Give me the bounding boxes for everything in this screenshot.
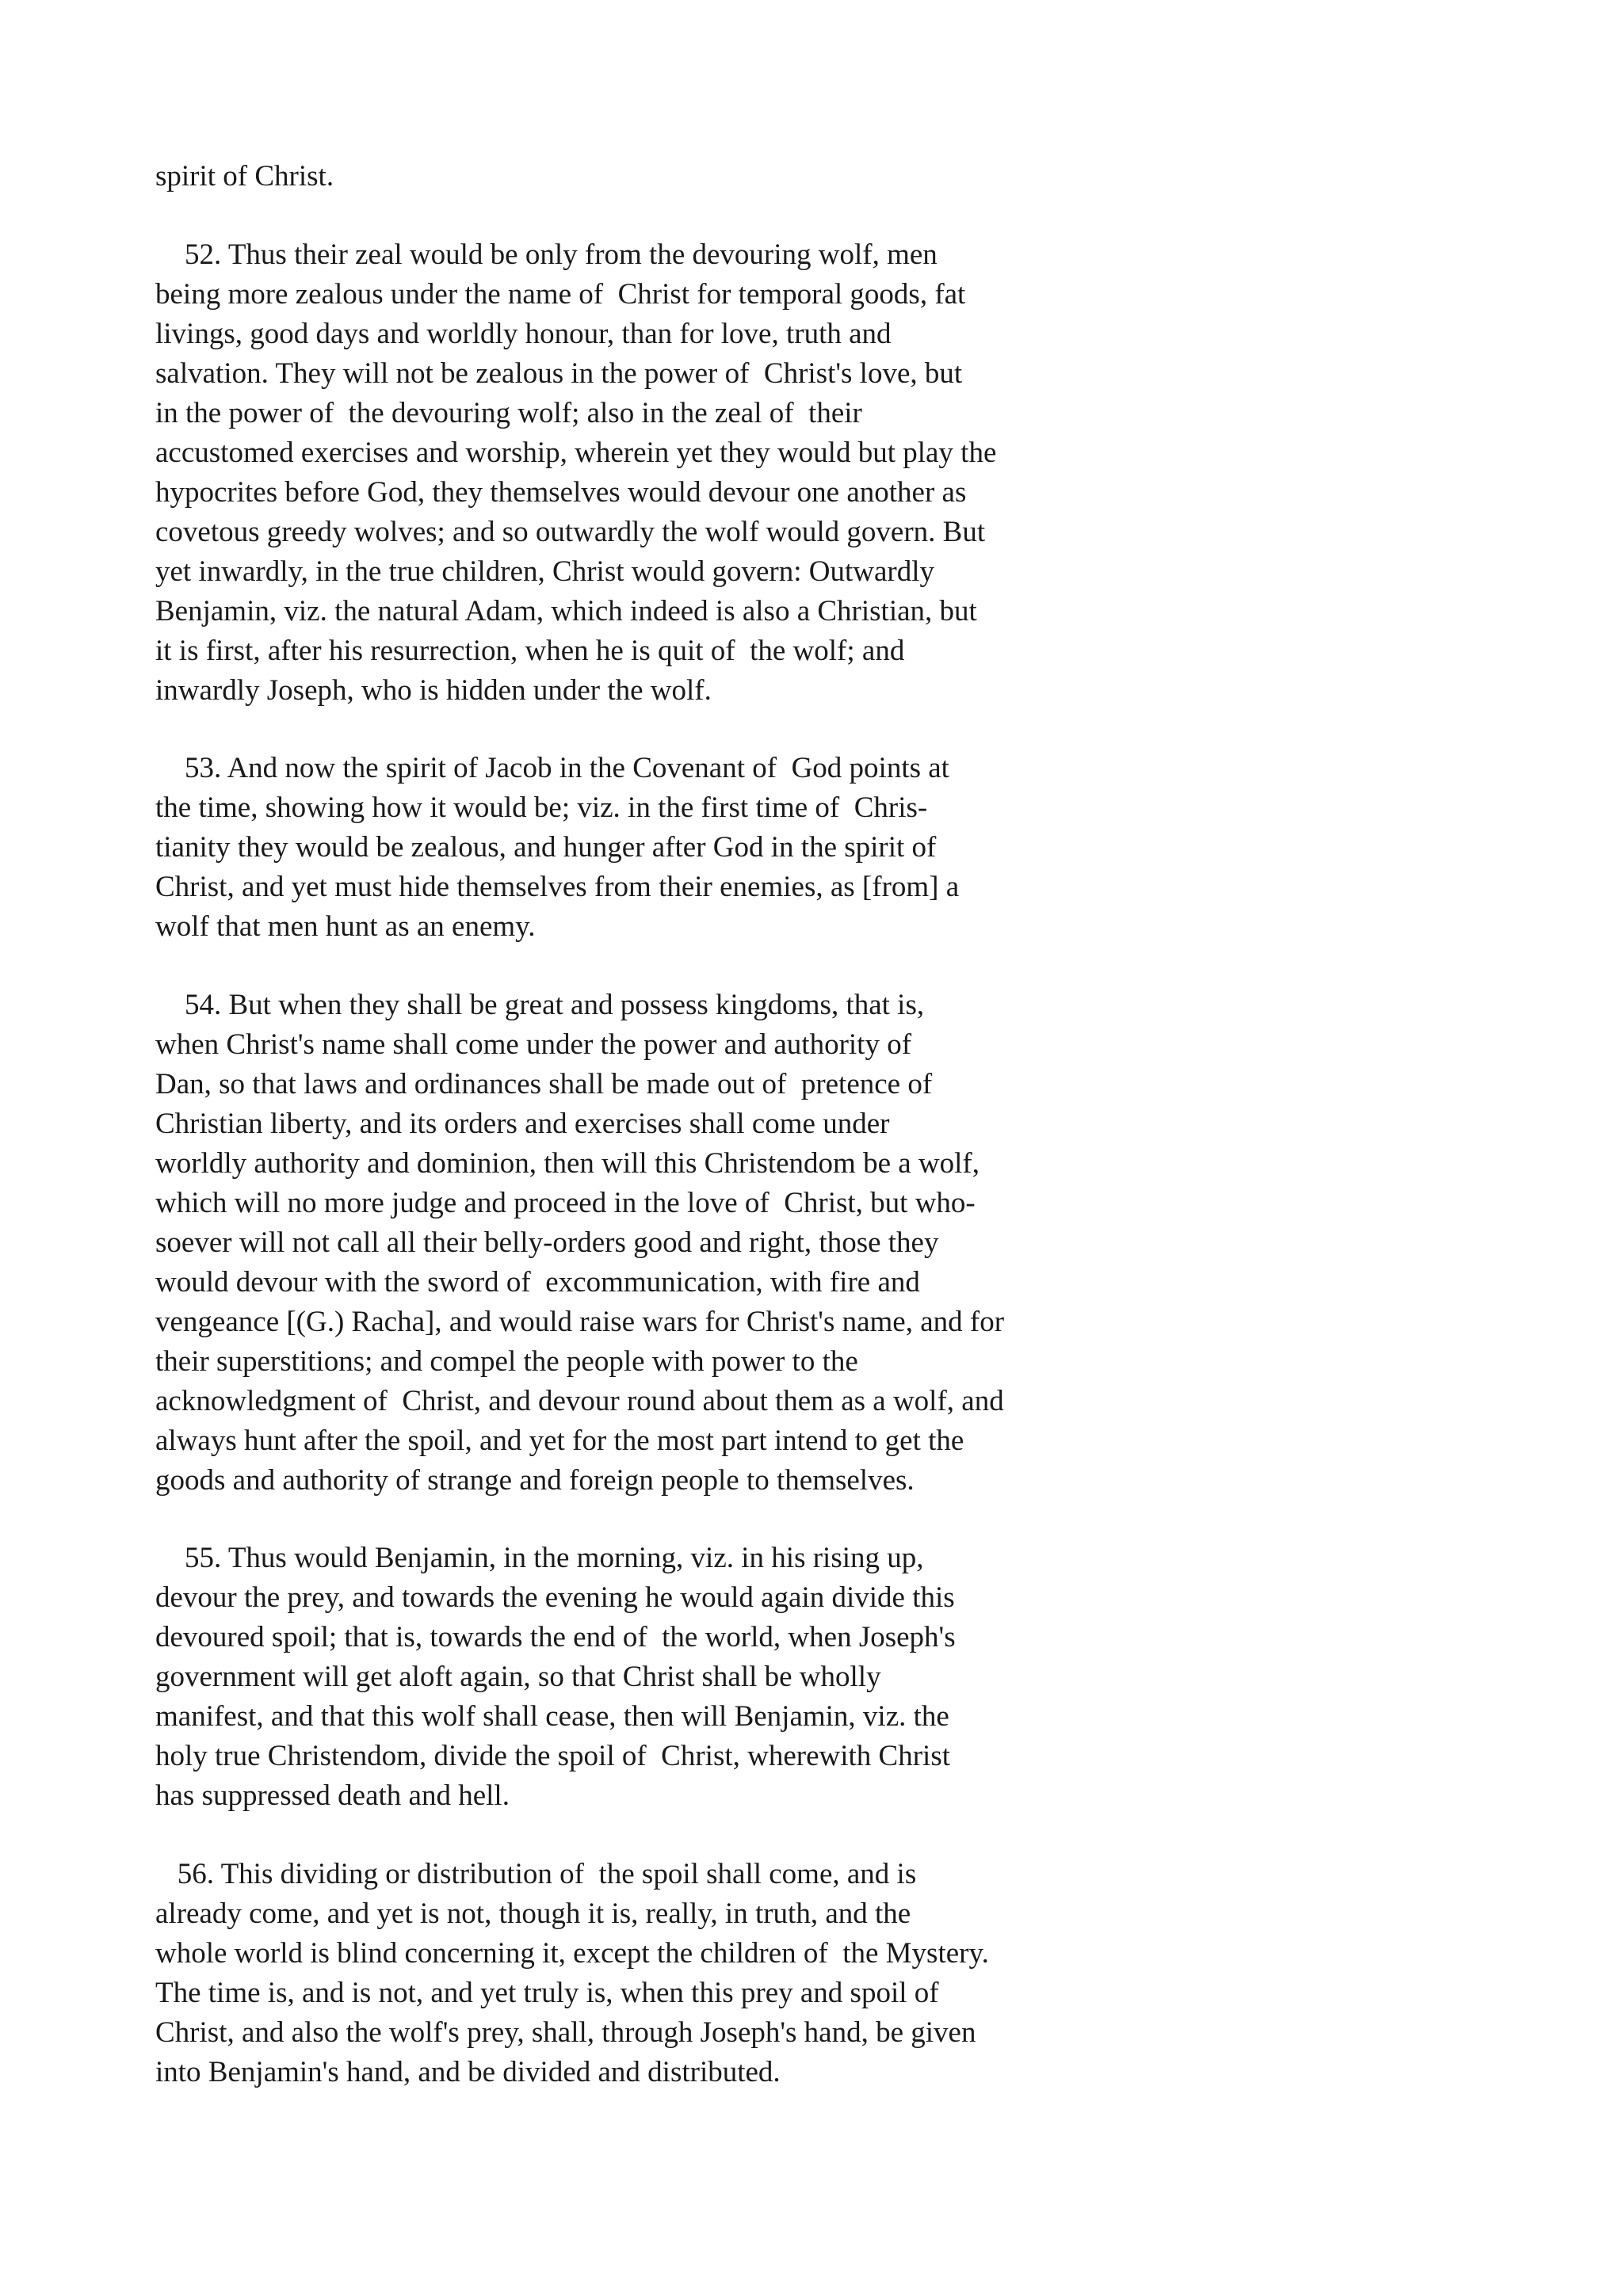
text-line: holy true Christendom, divide the spoil of Christ, wherewith Christ — [155, 1740, 951, 1772]
text-line: Christ, and also the wolf's prey, shall, through Joseph's hand, be given — [155, 2016, 976, 2049]
paragraph — [155, 986, 1154, 1501]
text-line: acknowledgment of Christ, and devour round about them as a wolf, and — [155, 1384, 1004, 1417]
paragraph — [155, 749, 1154, 947]
page-body-text — [155, 157, 1154, 2130]
text-line: Dan, so that laws and ordinances shall be made out of pretence of — [155, 1067, 933, 1100]
text-line: worldly authority and dominion, then will this Christendom be a wolf, — [155, 1146, 980, 1180]
text-line: livings, good days and worldly honour, than for love, truth and — [155, 317, 892, 350]
paragraph — [155, 1855, 1154, 2092]
text-line: The time is, and is not, and yet truly is, when this prey and spoil of — [155, 1976, 939, 2009]
text-line: 53. And now the spirit of Jacob in the Covenant of God points at — [155, 752, 949, 784]
text-line: 52. Thus their zeal would be only from the devouring wolf, men — [155, 238, 938, 271]
text-line: tianity they would be zealous, and hunger after God in the spirit of — [155, 831, 937, 864]
text-line: it is first, after his resurrection, when he is quit of the wolf; and — [155, 634, 905, 667]
text-line: 55. Thus would Benjamin, in the morning, viz. in his rising up, — [155, 1542, 924, 1574]
text-line: inwardly Joseph, who is hidden under the wolf. — [155, 673, 712, 707]
text-line: when Christ's name shall come under the power and authority of — [155, 1028, 912, 1061]
text-line: has suppressed death and hell. — [155, 1779, 510, 1812]
text-line: Christian liberty, and its orders and exercises shall come under — [155, 1107, 890, 1140]
text-line: devour the prey, and towards the evening he would again divide this — [155, 1581, 955, 1614]
text-line: Christ, and yet must hide themselves from their enemies, as [from] a — [155, 871, 960, 903]
text-line: whole world is blind concerning it, except the children of the Mystery. — [155, 1936, 989, 1970]
text-line: which will no more judge and proceed in the love of Christ, but who- — [155, 1186, 976, 1219]
text-line: would devour with the sword of excommunication, with fire and — [155, 1265, 920, 1299]
text-line: into Benjamin's hand, and be divided and distributed. — [155, 2055, 781, 2088]
paragraph — [155, 235, 1154, 711]
paragraph — [155, 157, 1154, 196]
text-line: yet inwardly, in the true children, Christ would govern: Outwardly — [155, 555, 935, 588]
text-line: covetous greedy wolves; and so outwardly the wolf would govern. But — [155, 515, 986, 548]
text-line: salvation. They will not be zealous in the power of Christ's love, but — [155, 357, 963, 390]
text-line: goods and authority of strange and foreign people to themselves. — [155, 1463, 915, 1497]
paragraph — [155, 1539, 1154, 1816]
text-line: always hunt after the spoil, and yet for the most part intend to get the — [155, 1424, 964, 1457]
text-line: Benjamin, viz. the natural Adam, which indeed is also a Christian, but — [155, 594, 977, 627]
text-line: devoured spoil; that is, towards the end of the world, when Joseph's — [155, 1621, 956, 1653]
text-line: government will get aloft again, so that Christ shall be wholly — [155, 1661, 881, 1693]
text-line: soever will not call all their belly-orders good and right, those they — [155, 1226, 939, 1259]
text-line: wolf that men hunt as an enemy. — [155, 910, 536, 943]
text-line: being more zealous under the name of Christ for temporal goods, fat — [155, 277, 966, 311]
text-line: already come, and yet is not, though it is, really, in truth, and the — [155, 1897, 911, 1930]
text-line: vengeance [(G.) Racha], and would raise wars for Christ's name, and for — [155, 1305, 1005, 1338]
text-line: 56. This dividing or distribution of the spoil shall come, and is — [155, 1857, 917, 1890]
text-line: the time, showing how it would be; viz. in the first time of Chris- — [155, 791, 928, 824]
text-line: in the power of the devouring wolf; also in the zeal of their — [155, 396, 862, 429]
text-line: accustomed exercises and worship, wherein yet they would but play the — [155, 436, 997, 469]
text-line: their superstitions; and compel the people with power to the — [155, 1344, 858, 1378]
text-line: 54. But when they shall be great and possess kingdoms, that is, — [155, 988, 925, 1021]
text-line: manifest, and that this wolf shall cease, then will Benjamin, viz. the — [155, 1700, 949, 1733]
text-line: hypocrites before God, they themselves would devour one another as — [155, 475, 967, 509]
text-line: spirit of Christ. — [155, 160, 334, 193]
